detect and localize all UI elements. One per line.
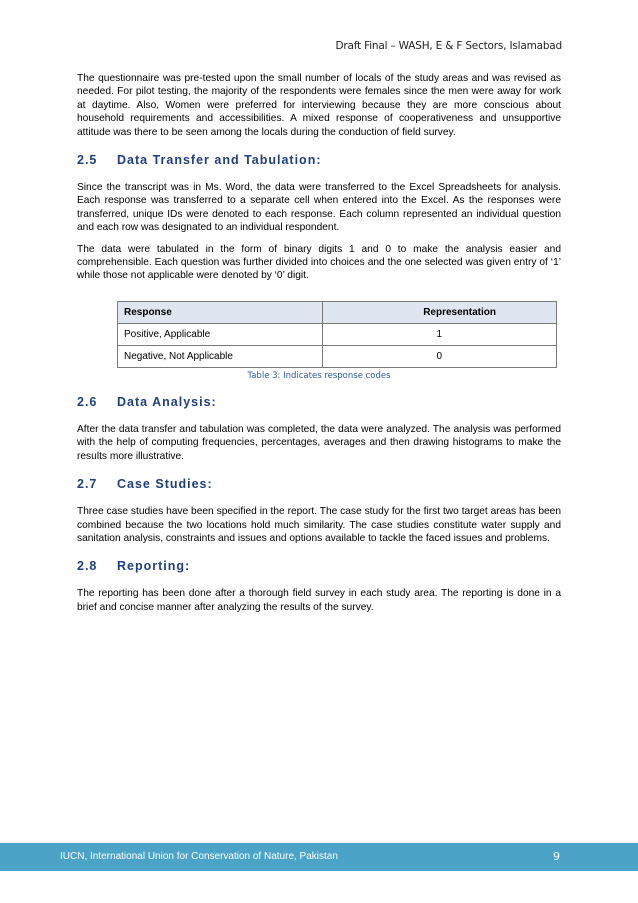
table-cell-response: Negative, Not Applicable	[118, 345, 323, 367]
running-header: Draft Final – WASH, E & F Sectors, Islamabad	[335, 40, 562, 52]
page-content	[77, 72, 561, 622]
intro-paragraph: The questionnaire was pre-tested upon the small number of locals of the study areas and was revised as needed. For pilot testing, the majority of the respondents were females since the men were away for work at daytime. Also, Women were preferred for interviewing because they are more conscious about household requirements and accessibilities. A mixed response of cooperativeness and unsupportive attitude was there to be seen among the locals during the conduction of field survey.	[77, 73, 561, 138]
table-header-row	[118, 301, 557, 323]
section-number: 2.5	[77, 153, 98, 168]
response-codes-table-wrap	[117, 301, 557, 368]
page-number: 9	[553, 850, 560, 863]
section-heading-2-6	[77, 395, 561, 409]
response-codes-table	[117, 301, 557, 368]
section-2-7-paragraph: Three case studies have been specified in the report. The case study for the first two target areas has been combined because the two locations hold much similarity. The case studies constitute water supply and sanitation analysis, constraints and issues and options available to tackle the faced issues and problems.	[77, 506, 561, 544]
section-number: 2.6	[77, 394, 98, 409]
footer-bar	[0, 843, 638, 871]
section-title: Data Transfer and Tabulation:	[117, 153, 322, 168]
section-heading-2-8	[77, 559, 561, 573]
section-title: Case Studies:	[117, 477, 213, 492]
table-caption: Table 3: Indicates response codes	[247, 370, 391, 381]
table-row	[118, 323, 557, 345]
column-header-response: Response	[118, 301, 323, 323]
section-2-5-paragraph-1: Since the transcript was in Ms. Word, the data were transferred to the Excel Spreadsheets for analysis. Each response was transferred to a separate cell when entered into the Excel. As the responses were transferred, unique IDs were denoted to each response. Each column represented an individual question and each row was designated to an individual respondent.	[77, 182, 561, 234]
section-number: 2.7	[77, 477, 98, 492]
section-heading-2-7	[77, 477, 561, 491]
section-2-5-paragraph-2: The data were tabulated in the form of binary digits 1 and 0 to make the analysis easier and comprehensible. Each question was further divided into choices and the one selected was given entry of ‘1’ while those not applicable were denoted by ‘0’ digit.	[77, 243, 561, 282]
section-heading-2-5	[77, 153, 561, 167]
table-cell-representation: 1	[322, 323, 556, 345]
section-number: 2.8	[77, 559, 98, 574]
section-2-8-paragraph: The reporting has been done after a thorough field survey in each study area. The reporting is done in a brief and concise manner after analyzing the results of the survey.	[77, 588, 561, 613]
footer-organization: IUCN, International Union for Conservation of Nature, Pakistan	[60, 851, 338, 862]
table-row	[118, 345, 557, 367]
column-header-representation: Representation	[322, 301, 556, 323]
section-title: Data Analysis:	[117, 394, 217, 409]
table-cell-response: Positive, Applicable	[118, 323, 323, 345]
table-cell-representation: 0	[322, 345, 556, 367]
section-2-6-paragraph: After the data transfer and tabulation was completed, the data were analyzed. The analysis was performed with the help of computing frequencies, percentages, averages and then drawing histograms to make the results more illustrative.	[77, 423, 561, 462]
section-title: Reporting:	[117, 559, 191, 574]
